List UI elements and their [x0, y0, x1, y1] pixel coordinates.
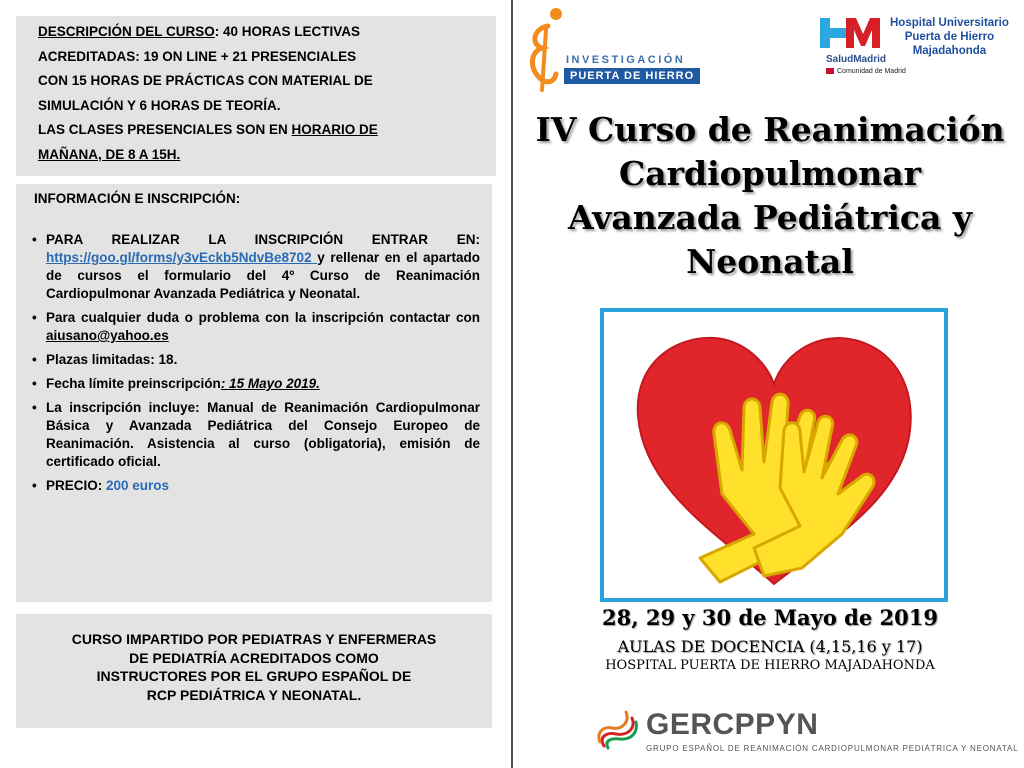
description-schedule-prefix: LAS CLASES PRESENCIALES SON EN: [38, 122, 292, 137]
list-item: [26, 375, 480, 393]
hospital-name-line-2: Puerta de Hierro: [904, 31, 995, 43]
bullet-icon: •: [32, 232, 37, 247]
hospital-cross-icon: [818, 14, 890, 52]
registration-instruction-rest: y rellenar en el apartado de cursos el formulario del 4º Curso de Reanimación Cardiopulmonar Avanzada Pediátrica y Neonatal.: [46, 250, 480, 301]
hospital-name: [890, 16, 1009, 58]
course-description-panel: [16, 16, 496, 176]
list-item: [26, 231, 480, 303]
price-value: 200 euros: [106, 478, 170, 493]
registration-info-panel: [16, 184, 492, 602]
comunidad-madrid-text: [826, 68, 906, 75]
description-line-2: ACREDITADAS: 19 ON LINE + 21 PRESENCIALES: [38, 48, 357, 64]
description-line-6: MAÑANA, DE 8 A 15H.: [38, 146, 181, 162]
course-title: [520, 108, 1020, 284]
description-hours: : 40 HORAS LECTIVAS: [214, 24, 361, 39]
deadline-label: Fecha límite preinscripción: [46, 376, 221, 391]
title-line-3: Avanzada Pediátrica y: [567, 198, 973, 237]
description-label: DESCRIPCIÓN DEL CURSO: [38, 24, 215, 39]
gercppyn-symbol-icon: [594, 706, 642, 752]
list-item: [26, 477, 480, 495]
bullet-icon: •: [32, 400, 37, 415]
places-limit: Plazas limitadas: 18.: [46, 352, 178, 367]
description-schedule-underlined: HORARIO DE: [291, 122, 378, 137]
investigacion-symbol-icon: [520, 4, 570, 94]
info-list: [26, 231, 480, 495]
instructors-line-2: DE PEDIATRÍA ACREDITADOS COMO: [129, 649, 379, 666]
heart-hands-illustration: [600, 308, 948, 602]
list-item: [26, 309, 480, 345]
gercppyn-logo: [594, 706, 1019, 762]
registration-form-link[interactable]: https://goo.gl/forms/y3vEckb5NdvBe8702: [46, 250, 318, 265]
investigacion-logo: [520, 4, 710, 94]
event-venue: HOSPITAL PUERTA DE HIERRO MAJADAHONDA: [605, 658, 935, 673]
gercppyn-subtitle: GRUPO ESPAÑOL DE REANIMACIÓN CARDIOPULMONAR PEDIÁTRICA Y NEONATAL: [646, 744, 1019, 753]
description-line-3: CON 15 HORAS DE PRÁCTICAS CON MATERIAL DE: [38, 73, 373, 88]
gercppyn-name: GERCPPYN: [646, 708, 819, 741]
salud-madrid-text: SaludMadrid: [826, 54, 887, 65]
bullet-icon: •: [32, 478, 37, 493]
list-item: [26, 399, 480, 471]
bullet-icon: •: [32, 352, 37, 367]
hospital-logo: [818, 14, 1018, 80]
puerta-de-hierro-text: PUERTA DE HIERRO: [564, 68, 700, 84]
instructors-line-3: INSTRUCTORES POR EL GRUPO ESPAÑOL DE: [96, 668, 412, 684]
fold-divider: [511, 0, 513, 768]
info-heading: INFORMACIÓN E INSCRIPCIÓN:: [34, 191, 241, 206]
comunidad-flag-icon: [826, 68, 834, 74]
comunidad-label: Comunidad de Madrid: [837, 68, 906, 75]
investigacion-text: INVESTIGACIÓN: [566, 54, 686, 66]
instructors-line-4: RCP PEDIÁTRICA Y NEONATAL.: [146, 686, 362, 703]
event-rooms: AULAS DE DOCENCIA (4,15,16 y 17): [617, 637, 923, 656]
title-line-4: Neonatal: [686, 242, 854, 281]
description-line-1: [38, 20, 486, 45]
instructors-note-panel: [16, 614, 492, 728]
description-line-4: SIMULACIÓN Y 6 HORAS DE TEORÍA.: [38, 97, 281, 113]
contact-instruction: Para cualquier duda o problema con la inscripción contactar con: [46, 310, 480, 325]
title-line-1: IV Curso de Reanimación: [535, 110, 1005, 149]
title-line-2: Cardiopulmonar: [619, 154, 921, 193]
bullet-icon: •: [32, 310, 37, 325]
hospital-name-line-3: Majadahonda: [912, 45, 987, 57]
registration-instruction: PARA REALIZAR LA INSCRIPCIÓN ENTRAR EN:: [46, 232, 480, 247]
hospital-name-line-1: Hospital Universitario: [890, 17, 1009, 29]
instructors-line-1: CURSO IMPARTIDO POR PEDIATRAS Y ENFERMERAS: [71, 631, 437, 647]
price-label: PRECIO:: [46, 478, 107, 493]
deadline-date: : 15 Mayo 2019.: [220, 376, 320, 391]
description-line-5: [38, 118, 486, 143]
inclusions-text: La inscripción incluye: Manual de Reanimación Cardiopulmonar Básica y Avanzada Pediátrica del Consejo Europeo de Reanimación. Asistencia al curso (obligatoria), emisión de certificado oficial.: [46, 400, 480, 469]
event-dates: 28, 29 y 30 de Mayo de 2019: [602, 605, 938, 630]
bullet-icon: •: [32, 376, 37, 391]
contact-email-link[interactable]: aiusano@yahoo.es: [46, 328, 169, 343]
list-item: [26, 351, 480, 369]
heart-hands-icon: [604, 312, 944, 598]
